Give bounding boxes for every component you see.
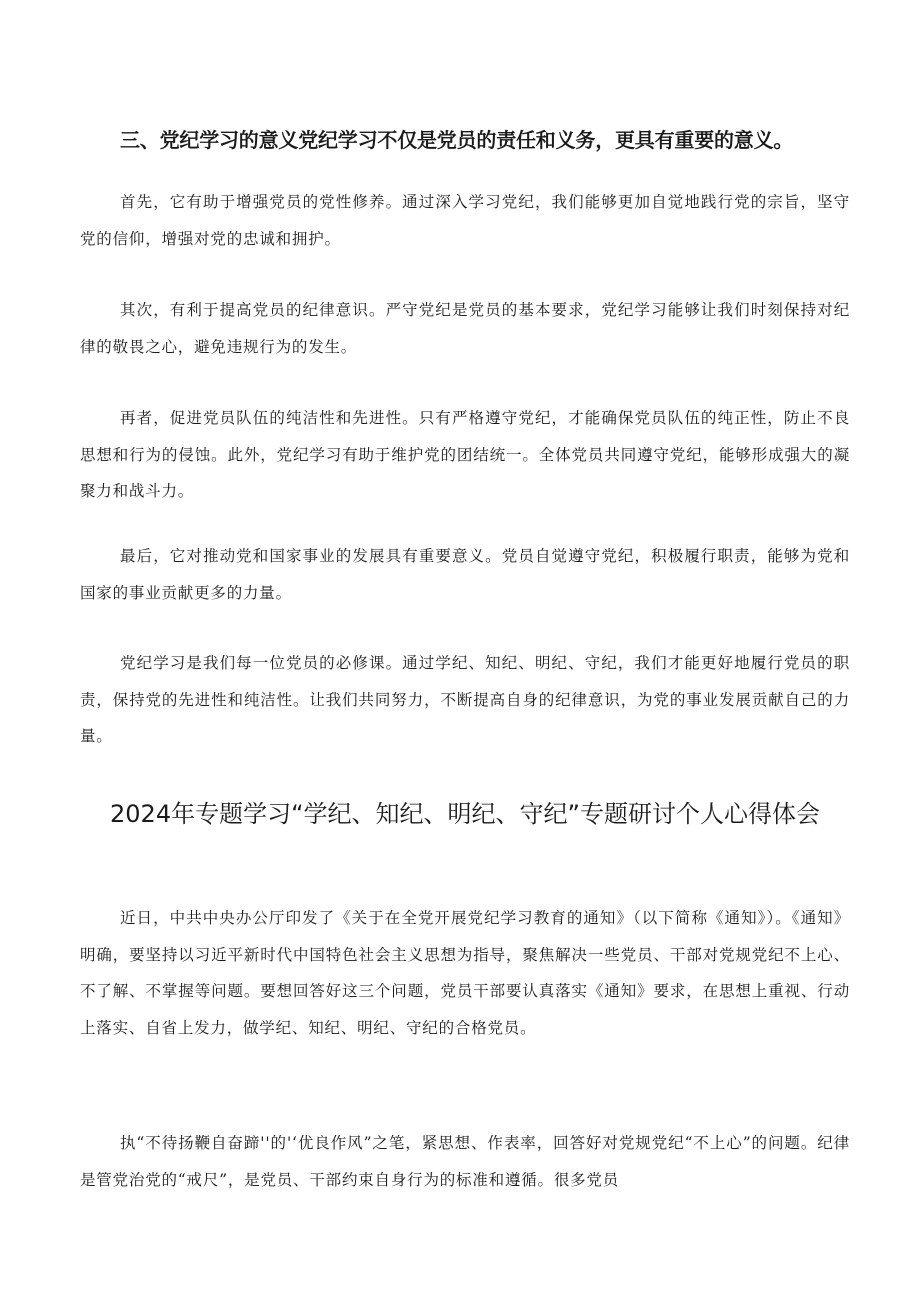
paragraph: 首先，它有助于增强党员的党性修养。通过深入学习党纪，我们能够更加自觉地践行党的宗旨，坚守党的信仰，增强对党的忠诚和拥护。 bbox=[80, 193, 850, 248]
paragraph: 再者，促进党员队伍的纯洁性和先进性。只有严格遵守党纪，才能确保党员队伍的纯正性，防止不良思想和行为的侵蚀。此外，党纪学习有助于维护党的团结统一。全体党员共同遵守党纪，能够形成强大的凝聚力和战斗力。 bbox=[80, 409, 850, 500]
paragraph: 党纪学习是我们每一位党员的必修课。通过学纪、知纪、明纪、守纪，我们才能更好地履行党员的职责，保持党的先进性和纯洁性。让我们共同努力，不断提高自身的纪律意识，为党的事业发展贡献自己的力量。 bbox=[80, 654, 850, 745]
article-title: 2024年专题学习“学纪、知纪、明纪、守纪”专题研讨个人心得体会 bbox=[110, 800, 820, 828]
paragraph: 其次，有利于提高党员的纪律意识。严守党纪是党员的基本要求，党纪学习能够让我们时刻保持对纪律的敬畏之心，避免违规行为的发生。 bbox=[80, 301, 850, 356]
paragraph: 最后，它对推动党和国家事业的发展具有重要意义。党员自觉遵守党纪，积极履行职责，能够为党和国家的事业贡献更多的力量。 bbox=[80, 547, 850, 602]
paragraph: 执“不待扬鞭自奋蹄''的'‘优良作风”之笔，紧思想、作表率，回答好对党规党纪“不上心”的问题。纪律是管党治党的“戒尺”，是党员、干部约束自身行为的标准和遵循。很多党员 bbox=[80, 1134, 850, 1189]
section-heading: 三、党纪学习的意义党纪学习不仅是党员的责任和义务，更具有重要的意义。 bbox=[120, 128, 794, 152]
paragraph: 近日，中共中央办公厅印发了《关于在全党开展党纪学习教育的通知》（以下简称《通知》）。《通知》明确，要坚持以习近平新时代中国特色社会主义思想为指导，聚焦解决一些党员、干部对党规党纪不上心、不了解、不掌握等问题。要想回答好这三个问题，党员干部要认真落实《通知》要求，在思想上重视、行动上落实、自省上发力，做学纪、知纪、明纪、守纪的合格党员。 bbox=[80, 909, 850, 1037]
